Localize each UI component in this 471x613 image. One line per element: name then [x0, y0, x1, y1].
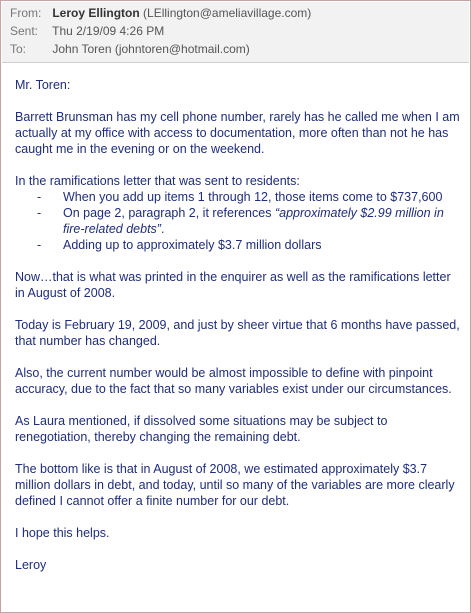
- sent-date: Thu 2/19/09 4:26 PM: [52, 24, 165, 38]
- sent-row: [10, 24, 164, 38]
- email-body: [15, 77, 460, 573]
- list-item: [15, 205, 460, 237]
- paragraph-6: As Laura mentioned, if dissolved some situations may be subject to renegotiation, thereby changing the remaining debt.: [15, 414, 388, 444]
- bullet-text: Adding up to approximately $3.7 million dollars: [63, 238, 322, 252]
- bullet-quote: “approximately $2.99 million in fire-related debts”: [63, 206, 444, 236]
- paragraph-8: I hope this helps.: [15, 526, 110, 540]
- from-row: [10, 6, 311, 20]
- bullet-text: When you add up items 1 through 12, those items come to $737,600: [63, 190, 443, 204]
- paragraph-1: Barrett Brunsman has my cell phone number, rarely has he called me when I am actually at my office with access to documentation, more often than not he has caught me in the evening or on the weekend.: [15, 110, 460, 156]
- bullet-dash: -: [37, 190, 42, 204]
- sender-email[interactable]: (LEllington@ameliavillage.com): [143, 6, 312, 20]
- paragraph-5: Also, the current number would be almost impossible to define with pinpoint accuracy, due to the fact that so many variables exist under our circumstances.: [15, 366, 452, 396]
- list-item: [15, 189, 460, 205]
- bullet-dash: -: [37, 238, 42, 252]
- paragraph-4: Today is February 19, 2009, and just by sheer virtue that 6 months have passed, that number has changed.: [15, 318, 460, 348]
- bullet-dash: -: [37, 206, 42, 220]
- paragraph-2-intro: In the ramifications letter that was sent to residents:: [15, 174, 300, 188]
- signature: Leroy: [15, 558, 47, 572]
- paragraph-3: Now…that is what was printed in the enquirer as well as the ramifications letter in August of 2008.: [15, 270, 451, 300]
- sender-name[interactable]: Leroy Ellington: [52, 6, 140, 20]
- from-label: From:: [10, 6, 42, 20]
- to-label: To:: [10, 42, 27, 56]
- paragraph-7: The bottom like is that in August of 2008, we estimated approximately $3.7 million dollars in debt, and today, until so many of the variables are more clearly defined I cannot offer a finite number for our debt.: [15, 462, 455, 508]
- bullet-text: On page 2, paragraph 2, it references: [63, 206, 275, 220]
- greeting: Mr. Toren:: [15, 78, 71, 92]
- recipient[interactable]: John Toren (johntoren@hotmail.com): [52, 42, 250, 56]
- to-row: [10, 42, 250, 56]
- email-header: [2, 2, 469, 63]
- bullet-list: [15, 189, 460, 253]
- sent-label: Sent:: [10, 24, 39, 38]
- bullet-text-end: .: [160, 222, 165, 236]
- list-item: [15, 237, 460, 253]
